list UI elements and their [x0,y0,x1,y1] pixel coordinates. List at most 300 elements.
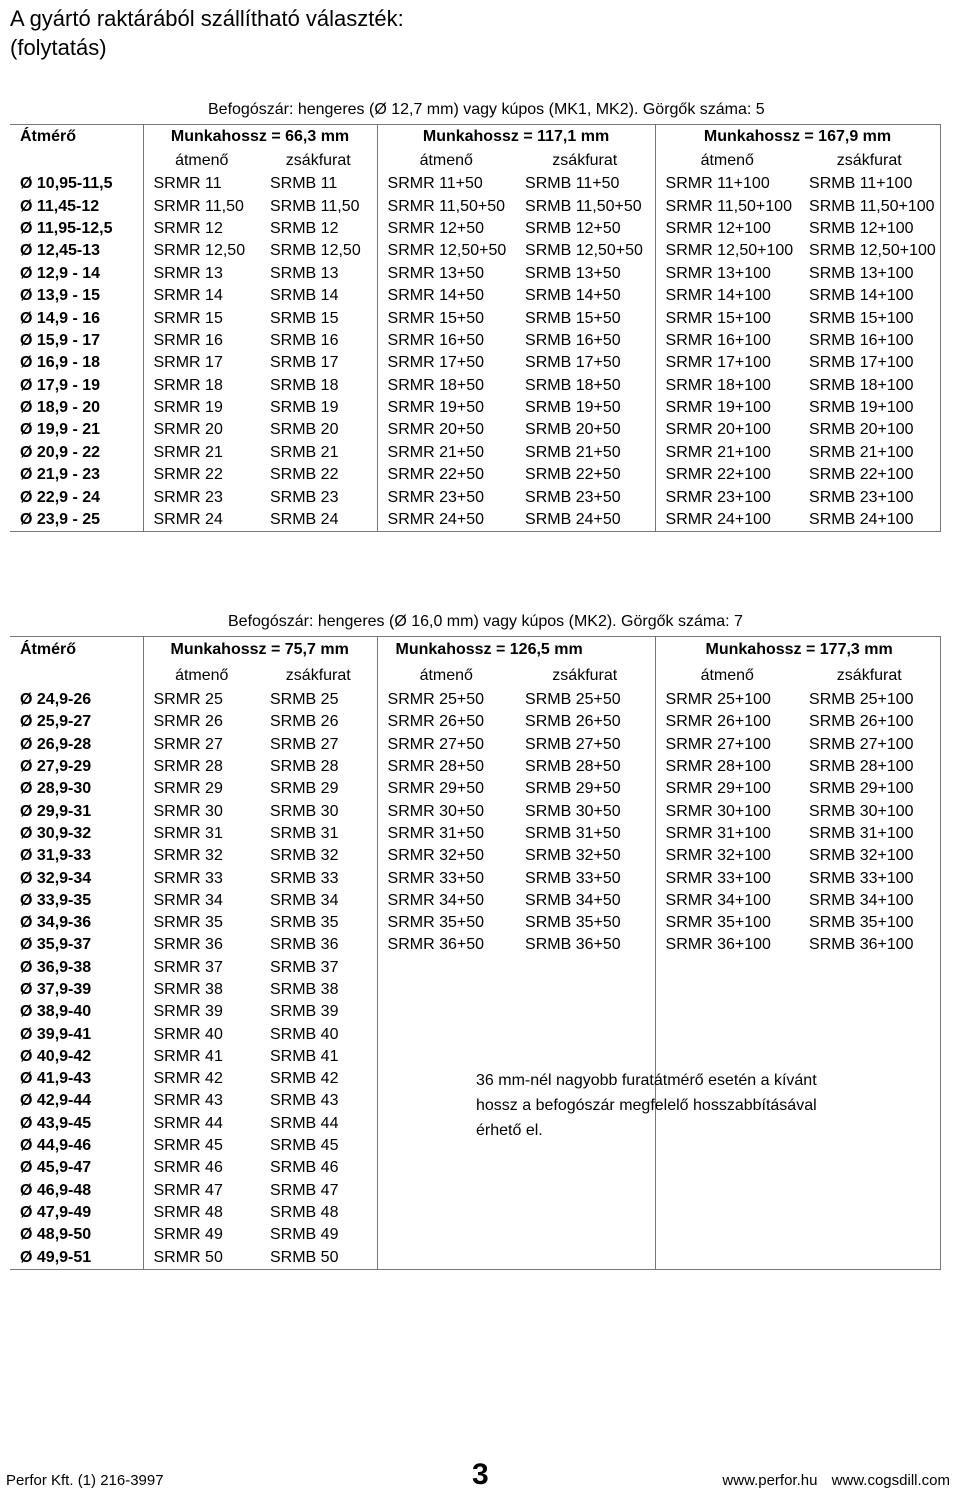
srmb-cell [515,1001,655,1023]
srmb-cell: SRMB 45 [270,1137,339,1155]
length-header: Munkahossz = 117,1 mm [377,125,655,150]
srmb-cell: SRMB 23 [270,488,339,506]
srmb-cell: SRMB 13+50 [525,264,621,282]
diameter-cell: Ø 11,45-12 [20,197,100,215]
diameter-cell: Ø 12,9 - 14 [20,264,101,282]
srmr-cell: SRMR 14 [143,285,260,307]
srmb-cell: SRMB 15+100 [799,307,940,329]
srmr-cell: SRMR 11,50 [143,195,260,217]
table-subheader-row [10,149,940,173]
srmr-cell: SRMR 31 [143,823,260,845]
srmb-cell: SRMB 50 [260,1246,377,1269]
srmb-cell: SRMB 18+50 [525,376,621,394]
length-header: Munkahossz = 66,3 mm [143,125,377,150]
srmr-cell: SRMR 25+100 [655,689,799,711]
srmb-cell: SRMB 12+50 [525,219,621,237]
table-row [10,397,940,419]
subheader-cell: zsákfurat [552,152,618,169]
srmr-cell [377,1246,515,1269]
subheader-cell: zsákfurat [285,667,351,684]
srmb-cell: SRMB 36+100 [799,934,940,956]
srmr-cell: SRMR 26 [143,711,260,733]
srmr-cell: SRMR 25+50 [377,689,515,711]
product-table-2 [10,636,941,1270]
srmb-cell: SRMB 31+100 [799,823,940,845]
srmb-cell [515,1157,655,1179]
srmr-cell [377,1180,515,1202]
table-row [10,486,940,508]
subheader-cell: átmenő [143,149,260,173]
diameter-cell: Ø 18,9 - 20 [20,399,101,417]
srmb-cell [515,1023,655,1045]
srmb-cell: SRMB 29 [270,780,339,798]
srmr-cell: SRMR 27 [143,734,260,756]
srmr-cell: SRMR 26+100 [655,711,799,733]
srmb-cell: SRMB 12,50+50 [525,242,643,260]
srmb-cell: SRMB 25 [270,691,339,709]
diameter-cell: Ø 39,9-41 [20,1025,92,1043]
footer-company: Perfor Kft. (1) 216-3997 [6,1472,164,1489]
srmb-cell: SRMB 31+50 [525,824,621,842]
srmb-cell: SRMB 17 [270,354,339,372]
srmr-cell: SRMR 14+100 [655,285,799,307]
srmr-cell: SRMR 12 [143,218,260,240]
srmr-cell [655,1046,799,1068]
srmr-cell: SRMR 11,50+50 [377,195,515,217]
page-title-line1: A gyártó raktárából szállítható választék: [10,6,404,31]
srmb-cell: SRMB 31 [270,824,339,842]
srmb-cell: SRMB 30+50 [525,802,621,820]
srmb-cell: SRMB 22+100 [799,464,940,486]
srmr-cell: SRMR 28 [143,756,260,778]
srmb-cell: SRMB 46 [270,1159,339,1177]
diameter-cell: Ø 47,9-49 [20,1203,92,1221]
diameter-cell: Ø 48,9-50 [20,1226,92,1244]
table-row [10,307,940,329]
srmb-cell: SRMB 32+100 [799,845,940,867]
srmr-cell: SRMR 14+50 [377,285,515,307]
srmr-cell: SRMR 30+100 [655,800,799,822]
srmr-cell: SRMR 20+50 [377,419,515,441]
srmb-cell: SRMB 34 [270,891,339,909]
srmr-cell: SRMR 41 [143,1046,260,1068]
srmr-cell [655,1180,799,1202]
srmr-cell [655,1001,799,1023]
table-row [10,1224,940,1246]
diameter-cell: Ø 28,9-30 [20,780,92,798]
srmr-cell: SRMR 18 [143,375,260,397]
diameter-cell: Ø 31,9-33 [20,847,92,865]
srmb-cell: SRMB 24+100 [799,509,940,532]
srmr-cell: SRMR 22+100 [655,464,799,486]
srmr-cell: SRMR 18+50 [377,375,515,397]
srmr-cell: SRMR 49 [143,1224,260,1246]
table-row [10,1202,940,1224]
table-row [10,1246,940,1269]
srmb-cell [515,1202,655,1224]
srmr-cell [655,979,799,1001]
srmb-cell [515,1224,655,1246]
table-row [10,979,940,1001]
diameter-header: Átmérő [10,637,143,664]
diameter-cell: Ø 23,9 - 25 [10,509,143,532]
srmr-cell: SRMR 23+100 [655,486,799,508]
diameter-cell: Ø 26,9-28 [20,735,92,753]
srmr-cell: SRMR 18+100 [655,375,799,397]
table-row [10,195,940,217]
length-header: Munkahossz = 177,3 mm [655,637,940,664]
srmr-cell [377,1157,515,1179]
srmr-cell: SRMR 33+50 [377,867,515,889]
srmb-cell: SRMB 26+50 [525,713,621,731]
srmr-cell: SRMR 11+100 [655,173,799,195]
diameter-cell: Ø 15,9 - 17 [20,331,101,349]
srmb-cell: SRMB 30+100 [799,800,940,822]
srmr-cell: SRMR 43 [143,1090,260,1112]
srmb-cell: SRMB 17+50 [525,354,621,372]
srmb-cell: SRMB 19+100 [799,397,940,419]
table-row [10,734,940,756]
srmb-cell: SRMB 19+50 [525,399,621,417]
srmb-cell: SRMB 41 [270,1047,339,1065]
srmr-cell [377,957,515,979]
srmb-cell: SRMB 33+100 [799,867,940,889]
website-link[interactable]: www.perfor.hu [722,1472,818,1489]
srmb-cell: SRMB 12,50 [270,242,361,260]
srmb-cell: SRMB 36+50 [525,936,621,954]
srmr-cell [655,1023,799,1045]
srmr-cell: SRMR 11+50 [377,173,515,195]
empty-cell [10,149,143,173]
table-row [10,890,940,912]
srmb-cell [799,1224,940,1246]
srmr-cell: SRMR 21 [143,442,260,464]
srmr-cell: SRMR 33 [143,867,260,889]
srmb-cell: SRMB 11,50 [270,197,360,215]
srmr-cell: SRMR 20 [143,419,260,441]
srmr-cell: SRMR 19+100 [655,397,799,419]
srmr-cell: SRMR 12,50 [143,240,260,262]
srmr-cell: SRMR 30+50 [377,800,515,822]
srmr-cell: SRMR 40 [143,1023,260,1045]
srmr-cell: SRMR 24+50 [377,509,515,532]
srmr-cell: SRMR 16 [143,330,260,352]
table-row [10,1157,940,1179]
table-row [10,464,940,486]
srmr-cell: SRMR 34+100 [655,890,799,912]
diameter-cell: Ø 27,9-29 [20,758,92,776]
srmr-cell: SRMR 25 [143,689,260,711]
srmb-cell [799,1001,940,1023]
diameter-cell: Ø 32,9-34 [20,869,92,887]
srmr-cell: SRMR 35+50 [377,912,515,934]
srmr-cell: SRMR 42 [143,1068,260,1090]
diameter-cell: Ø 22,9 - 24 [20,488,101,506]
srmb-cell: SRMB 26 [270,713,339,731]
srmb-cell [799,1023,940,1045]
srmb-cell: SRMB 11 [270,175,338,193]
subheader-cell: zsákfurat [799,663,940,689]
srmb-cell: SRMB 32 [270,847,339,865]
srmr-cell: SRMR 31+100 [655,823,799,845]
diameter-cell: Ø 37,9-39 [20,981,92,998]
table-row [10,1023,940,1045]
srmb-cell: SRMB 23+100 [799,486,940,508]
srmr-cell: SRMR 28+50 [377,756,515,778]
srmb-cell: SRMB 14 [270,287,339,305]
diameter-cell: Ø 24,9-26 [20,691,92,709]
srmb-cell: SRMB 27+50 [525,735,621,753]
diameter-cell: Ø 19,9 - 21 [20,421,101,439]
length-header: Munkahossz = 126,5 mm [377,637,655,664]
srmr-cell: SRMR 24 [143,509,260,532]
table-row [10,263,940,285]
section1-caption: Befogószár: hengeres (Ø 12,7 mm) vagy kúpos (MK1, MK2). Görgők száma: 5 [208,101,765,118]
srmr-cell [655,957,799,979]
table-row [10,778,940,800]
subheader-cell: zsákfurat [552,667,618,684]
srmb-cell: SRMB 13+100 [799,263,940,285]
page-number: 3 [472,1458,489,1491]
srmb-cell: SRMB 11,50+100 [799,195,940,217]
srmr-cell: SRMR 17+50 [377,352,515,374]
srmr-cell: SRMR 29+100 [655,778,799,800]
srmb-cell: SRMB 11,50+50 [525,197,642,215]
srmr-cell: SRMR 24+100 [655,509,799,532]
srmb-cell [515,1046,655,1068]
length-header: Munkahossz = 75,7 mm [143,637,377,664]
srmr-cell: SRMR 12,50+50 [377,240,515,262]
srmr-cell: SRMR 27+100 [655,734,799,756]
table-row [10,867,940,889]
srmr-cell [655,1157,799,1179]
srmr-cell: SRMR 12+50 [377,218,515,240]
srmb-cell [799,1180,940,1202]
table-row [10,509,940,532]
srmr-cell [655,1202,799,1224]
srmr-cell [377,1224,515,1246]
diameter-cell: Ø 17,9 - 19 [20,376,101,394]
srmb-cell: SRMB 21+50 [525,443,621,461]
srmb-cell: SRMB 25+100 [799,689,940,711]
srmr-cell: SRMR 17 [143,352,260,374]
srmb-cell [799,1246,940,1269]
website-link[interactable]: www.cogsdill.com [831,1472,950,1489]
table-row [10,689,940,711]
srmb-cell: SRMB 39 [270,1003,339,1021]
table-row [10,442,940,464]
diameter-cell: Ø 11,95-12,5 [20,219,113,237]
footer-websites [712,1472,950,1489]
srmr-cell: SRMR 12,50+100 [655,240,799,262]
srmb-cell: SRMB 25+50 [525,691,621,709]
srmb-cell: SRMB 18+100 [799,375,940,397]
srmb-cell: SRMB 24+50 [515,509,655,532]
srmb-cell: SRMB 14+100 [799,285,940,307]
srmr-cell: SRMR 39 [143,1001,260,1023]
diameter-cell: Ø 40,9-42 [20,1047,92,1065]
srmb-cell [799,1046,940,1068]
diameter-cell: Ø 42,9-44 [20,1092,92,1110]
srmr-cell: SRMR 13+50 [377,263,515,285]
srmb-cell [799,1157,940,1179]
srmr-cell: SRMR 35 [143,912,260,934]
table-row [10,957,940,979]
srmb-cell: SRMB 35+50 [525,914,621,932]
srmb-cell: SRMB 19 [270,399,339,417]
srmr-cell: SRMR 35+100 [655,912,799,934]
srmr-cell: SRMR 20+100 [655,419,799,441]
diameter-cell: Ø 36,9-38 [20,958,92,976]
srmb-cell: SRMB 22 [270,466,339,484]
srmb-cell: SRMB 32+50 [525,847,621,865]
srmr-cell [655,1224,799,1246]
subheader-cell: zsákfurat [285,152,351,169]
srmb-cell: SRMB 16+100 [799,330,940,352]
srmr-cell: SRMR 21+100 [655,442,799,464]
srmr-cell [377,979,515,1001]
srmb-cell: SRMB 47 [270,1181,339,1199]
srmb-cell: SRMB 33+50 [525,869,621,887]
srmr-cell: SRMR 29 [143,778,260,800]
table-row [10,240,940,262]
srmb-cell [515,957,655,979]
srmr-cell: SRMR 11 [143,173,260,195]
srmr-cell: SRMR 23+50 [377,486,515,508]
diameter-header: Átmérő [10,125,143,150]
srmr-cell: SRMR 46 [143,1157,260,1179]
srmb-cell: SRMB 18 [270,376,339,394]
table-row [10,173,940,195]
srmr-cell: SRMR 13+100 [655,263,799,285]
srmr-cell [655,1246,799,1269]
srmr-cell: SRMR 50 [143,1246,260,1269]
diameter-cell: Ø 49,9-51 [10,1246,143,1269]
srmb-cell: SRMB 34+50 [525,891,621,909]
table-row [10,845,940,867]
diameter-cell: Ø 14,9 - 16 [20,309,101,327]
srmb-cell: SRMB 16 [270,331,339,349]
srmb-cell: SRMB 38 [270,981,339,998]
srmb-cell [515,1246,655,1269]
diameter-cell: Ø 34,9-36 [20,914,92,932]
srmr-cell: SRMR 36+50 [377,934,515,956]
page-title-line2: (folytatás) [10,35,107,60]
srmr-cell: SRMR 27+50 [377,734,515,756]
length-header: Munkahossz = 167,9 mm [655,125,940,150]
srmb-cell [799,957,940,979]
srmb-cell: SRMB 43 [270,1092,339,1110]
srmb-cell [799,1202,940,1224]
srmb-cell: SRMB 24 [260,509,377,532]
table-row [10,218,940,240]
diameter-cell: Ø 12,45-13 [20,242,101,260]
srmr-cell: SRMR 30 [143,800,260,822]
srmr-cell: SRMR 19 [143,397,260,419]
diameter-cell: Ø 16,9 - 18 [20,354,101,372]
diameter-cell: Ø 20,9 - 22 [20,443,101,461]
srmb-cell: SRMB 15 [270,309,339,327]
diameter-cell: Ø 45,9-47 [20,1159,92,1177]
srmr-cell: SRMR 16+50 [377,330,515,352]
diameter-cell: Ø 29,9-31 [20,802,92,820]
srmb-cell: SRMB 12+100 [799,218,940,240]
srmr-cell: SRMR 16+100 [655,330,799,352]
srmb-cell: SRMB 12,50+100 [799,240,940,262]
srmb-cell: SRMB 20+50 [525,421,621,439]
table-row [10,285,940,307]
srmb-cell: SRMB 28+50 [525,758,621,776]
diameter-cell: Ø 35,9-37 [20,936,92,954]
srmr-cell: SRMR 28+100 [655,756,799,778]
srmb-cell [515,1180,655,1202]
srmr-cell: SRMR 34 [143,890,260,912]
srmb-cell: SRMB 36 [270,936,339,954]
srmb-cell: SRMB 12 [270,219,339,237]
table-row [10,1046,940,1068]
table-row [10,711,940,733]
srmr-cell: SRMR 32+50 [377,845,515,867]
diameter-cell: Ø 44,9-46 [20,1137,92,1155]
srmb-cell: SRMB 37 [270,958,339,976]
srmr-cell: SRMR 44 [143,1113,260,1135]
srmr-cell: SRMR 15 [143,307,260,329]
srmb-cell: SRMB 28+100 [799,756,940,778]
diameter-cell: Ø 41,9-43 [20,1070,92,1088]
srmb-cell: SRMB 29+50 [525,780,621,798]
subheader-cell: zsákfurat [799,149,940,173]
table-row [10,1001,940,1023]
srmb-cell: SRMB 17+100 [799,352,940,374]
srmr-cell: SRMR 32+100 [655,845,799,867]
srmr-cell: SRMR 12+100 [655,218,799,240]
table-row [10,330,940,352]
srmb-cell: SRMB 28 [270,758,339,776]
srmb-cell [799,979,940,1001]
srmr-cell: SRMR 17+100 [655,352,799,374]
srmr-cell [377,1202,515,1224]
srmr-cell: SRMR 33+100 [655,867,799,889]
diameter-cell: Ø 30,9-32 [20,824,92,842]
srmb-cell: SRMB 26+100 [799,711,940,733]
srmb-cell: SRMB 49 [270,1226,339,1244]
srmb-cell: SRMB 34+100 [799,890,940,912]
empty-cell [10,663,143,689]
srmb-cell: SRMB 11+50 [525,175,620,193]
srmb-cell: SRMB 14+50 [525,287,621,305]
table-row [10,823,940,845]
subheader-cell: átmenő [377,149,515,173]
srmb-cell: SRMB 33 [270,869,339,887]
diameter-cell: Ø 25,9-27 [20,713,92,731]
srmb-cell: SRMB 20 [270,421,339,439]
diameter-cell: Ø 46,9-48 [20,1181,92,1199]
srmr-cell: SRMR 23 [143,486,260,508]
diameter-cell: Ø 21,9 - 23 [20,466,101,484]
srmr-cell: SRMR 15+100 [655,307,799,329]
srmb-cell: SRMB 13 [270,264,339,282]
srmb-cell [515,979,655,1001]
subheader-cell: átmenő [377,663,515,689]
diameter-cell: Ø 43,9-45 [20,1114,92,1132]
page-title [10,4,404,62]
srmb-cell: SRMB 30 [270,802,339,820]
srmr-cell: SRMR 36+100 [655,934,799,956]
srmb-cell: SRMB 22+50 [525,466,621,484]
subheader-cell: átmenő [143,663,260,689]
subheader-cell: átmenő [655,149,799,173]
srmb-cell: SRMB 21+100 [799,442,940,464]
